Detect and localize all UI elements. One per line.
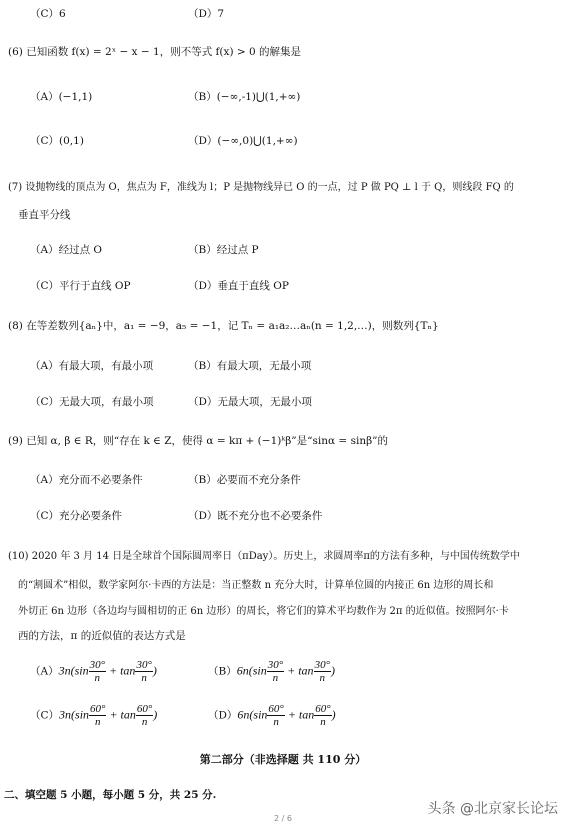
frac-numerator: 30° [314,659,330,671]
close-paren: ) [153,707,158,722]
q10-option-a-label: （A） [30,665,59,678]
frac-denominator: n [95,716,101,728]
q10-option-a-coef: 3n(sin [58,663,89,678]
q7-option-b: （B）经过点 P [188,244,259,256]
q6-option-c: （C）(0,1) [30,135,84,147]
frac-denominator: n [141,716,148,728]
q10-stem-line3: 外切正 6n 边形（各边均与圆相切的正 6n 边形）的周长，将它们的算术平均数作为 2π 的近似值。按照阿尔·卡 [18,606,509,617]
q8-stem: (8) 在等差数列{aₙ}中，a₁ = −9，a₅ = −1，记 Tₙ = a₁a₂…aₙ(n = 1,2,…)，则数列{Tₙ} [8,320,439,332]
q5-option-d: （D）7 [188,8,225,20]
part2-title: 第二部分（非选择题 共 110 分） [199,753,367,766]
close-paren: ) [331,707,336,722]
q7-stem-line1: (7) 设抛物线的顶点为 O，焦点为 F，准线为 l；P 是抛物线异已 O 的一点，过 P 做 PQ ⊥ l 于 Q，则线段 FQ 的 [8,182,514,193]
q8-option-a: （A）有最大项，有最小项 [30,360,154,372]
q10-option-d [208,703,336,728]
q10-option-d-coef: 6n(sin [237,707,268,722]
q6-stem: (6) 已知函数 f(x) = 2ˣ − x − 1，则不等式 f(x) > 0 的解集是 [8,46,302,58]
page-number: 2 / 6 [274,814,292,823]
q10-option-d-label: （D） [208,709,238,722]
q10-option-a-plus: + tan [106,663,136,678]
q9-option-d: （D）既不充分也不必要条件 [188,510,323,522]
q7-option-c: （C）平行于直线 OP [30,280,131,292]
q10-option-c-coef: 3n(sin [59,707,90,722]
q9-option-b: （B）必要而不充分条件 [188,474,301,486]
q10-option-b-frac1 [267,659,284,684]
q8-option-b: （B）有最大项，无最小项 [188,360,312,372]
q10-stem-line2: 的“割圆术”相似，数学家阿尔·卡西的方法是：当正整数 n 充分大时，计算单位圆的内接正 6n 边形的周长和 [18,580,494,591]
q10-option-a [30,659,157,684]
q10-option-b-coef: 6n(sin [236,663,267,678]
frac-numerator: 60° [268,703,284,715]
frac-numerator: 60° [136,703,153,715]
frac-denominator: n [94,672,101,684]
q10-option-c-label: （C） [30,709,60,722]
q10-option-d-plus: + tan [284,707,315,722]
q10-option-d-frac1 [267,703,284,728]
frac-numerator: 30° [136,659,152,671]
q9-stem: (9) 已知 α, β ∈ R，则“存在 k ∈ Z，使得 α = kπ + (−1)ᵏβ”是“sinα = sinβ”的 [8,435,389,447]
q10-option-b-plus: + tan [284,663,314,678]
q10-option-c [30,703,157,728]
q7-stem-line2: 垂直平分线 [18,209,71,221]
watermark: 头条 @北京家长论坛 [427,801,558,817]
q6-option-d: （D）(−∞,0)⋃(1,+∞) [188,135,298,147]
q10-option-a-frac1 [89,659,106,684]
q10-option-d-frac2 [314,703,331,728]
frac-numerator: 30° [267,659,284,671]
frac-denominator: n [141,672,147,684]
close-paren: ) [152,663,157,678]
frac-denominator: n [273,716,279,728]
q10-option-c-plus: + tan [106,707,136,722]
q10-option-c-frac2 [136,703,153,728]
frac-denominator: n [319,672,326,684]
q6-option-a: （A）(−1,1) [30,91,93,103]
q7-option-a: （A）经过点 O [30,244,103,256]
q7-option-d: （D）垂直于直线 OP [188,280,289,292]
q10-option-b [208,659,335,684]
frac-numerator: 60° [90,703,106,715]
q10-stem-line1: (10) 2020 年 3 月 14 日是全球首个国际圆周率日（πDay）。历史上，求圆周率π的方法有多种，与中国传统数学中 [8,551,520,562]
frac-denominator: n [320,716,326,728]
q10-option-a-frac2 [135,659,152,684]
q10-option-b-label: （B） [208,665,237,678]
q8-option-c: （C）无最大项，有最小项 [30,396,154,408]
close-paren: ) [330,663,335,678]
section2-heading: 二、填空题 5 小题，每小题 5 分，共 25 分. [4,789,217,801]
q10-option-c-frac1 [89,703,106,728]
frac-numerator: 30° [89,659,105,671]
q8-option-d: （D）无最大项，无最小项 [188,396,312,408]
frac-numerator: 60° [315,703,331,715]
q10-option-b-frac2 [314,659,331,684]
frac-denominator: n [272,672,279,684]
q6-option-b: （B）(−∞,-1)⋃(1,+∞) [188,91,301,103]
q10-stem-line4: 西的方法，π 的近似值的表达方式是 [18,630,186,642]
q9-option-a: （A）充分而不必要条件 [30,474,143,486]
q9-option-c: （C）充分必要条件 [30,510,123,522]
q5-option-c: （C）6 [30,8,66,20]
